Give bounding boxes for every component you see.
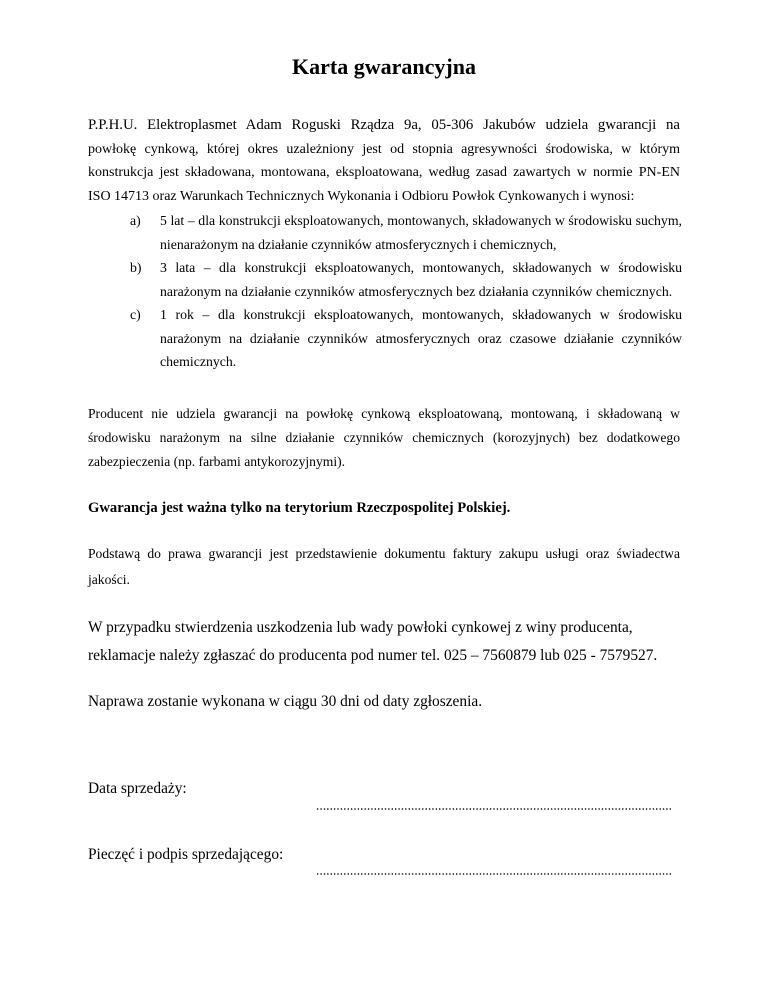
sale-date-label: Data sprzedaży: [88, 780, 187, 797]
intro-line-1: P.P.H.U. Elektroplasmet Adam Roguski Rządza 9a, 05-306 Jakubów udziela gwarancji na [88, 117, 680, 133]
sale-date-dotted-line [316, 808, 672, 810]
damage-claim-line-2: reklamacje należy zgłaszać do producenta pod numer tel. 025 – 7560879 lub 025 - 7579527. [88, 647, 658, 664]
list-marker-c: c) [130, 307, 141, 322]
intro-paragraph [88, 114, 680, 208]
intro-line-3: konstrukcja jest składowana, montowana, eksploatowana, według zasad zawartych w normie PN-EN [88, 165, 680, 180]
warranty-periods-list [130, 209, 682, 374]
list-item-b-text: 3 lata – dla konstrukcji eksploatowanych, montowanych, składowanych w środowisku narażonym na działanie czynników atmosferycznych bez działania czynników chemicznych. [160, 260, 682, 299]
damage-claim-line-1: W przypadku stwierdzenia uszkodzenia lub wady powłoki cynkowej z winy producenta, [88, 619, 633, 636]
warranty-basis-note: Podstawą do prawa gwarancji jest przedstawienie dokumentu faktury zakupu usługi oraz świadectwa jakości. [88, 546, 680, 587]
list-item-a [130, 209, 682, 256]
list-marker-a: a) [130, 213, 141, 228]
producer-exclusion-note: Producent nie udziela gwarancji na powłokę cynkową eksploatowaną, montowaną, i składowaną w środowisku narażonym na silne działanie czynników chemicznych (korozyjnych) bez dodatkowego zabezpieczenia (np. farbami antykorozyjnymi). [88, 406, 680, 469]
list-item-c-text: 1 rok – dla konstrukcji eksploatowanych, montowanych, składowanych w środowisku narażonym na działanie czynników atmosferycznych oraz czasowe działanie czynników chemicznych. [160, 307, 682, 369]
seller-seal-dotted-line [316, 873, 672, 875]
list-marker-b: b) [130, 260, 142, 275]
territory-note: Gwarancja jest ważna tylko na terytorium Rzeczpospolitej Polskiej. [88, 500, 511, 516]
repair-time-note: Naprawa zostanie wykonana w ciągu 30 dni od daty zgłoszenia. [88, 693, 483, 710]
document-title: Karta gwarancyjna [292, 54, 476, 79]
damage-claim-note [88, 614, 680, 670]
seller-seal-label: Pieczęć i podpis sprzedającego: [88, 846, 284, 863]
intro-line-2: powłokę cynkową, której okres uzależniony jest od stopnia agresywności środowiska, w którym [88, 141, 680, 157]
intro-line-4: ISO 14713 oraz Warunkach Technicznych Wykonania i Odbioru Powłok Cynkowanych i wynosi: [88, 188, 635, 204]
list-item-c [130, 303, 682, 374]
list-item-a-text: 5 lat – dla konstrukcji eksploatowanych, montowanych, składowanych w środowisku suchym, nienarażonym na działanie czynników atmosferycznych i chemicznych, [160, 213, 682, 252]
list-item-b [130, 256, 682, 303]
